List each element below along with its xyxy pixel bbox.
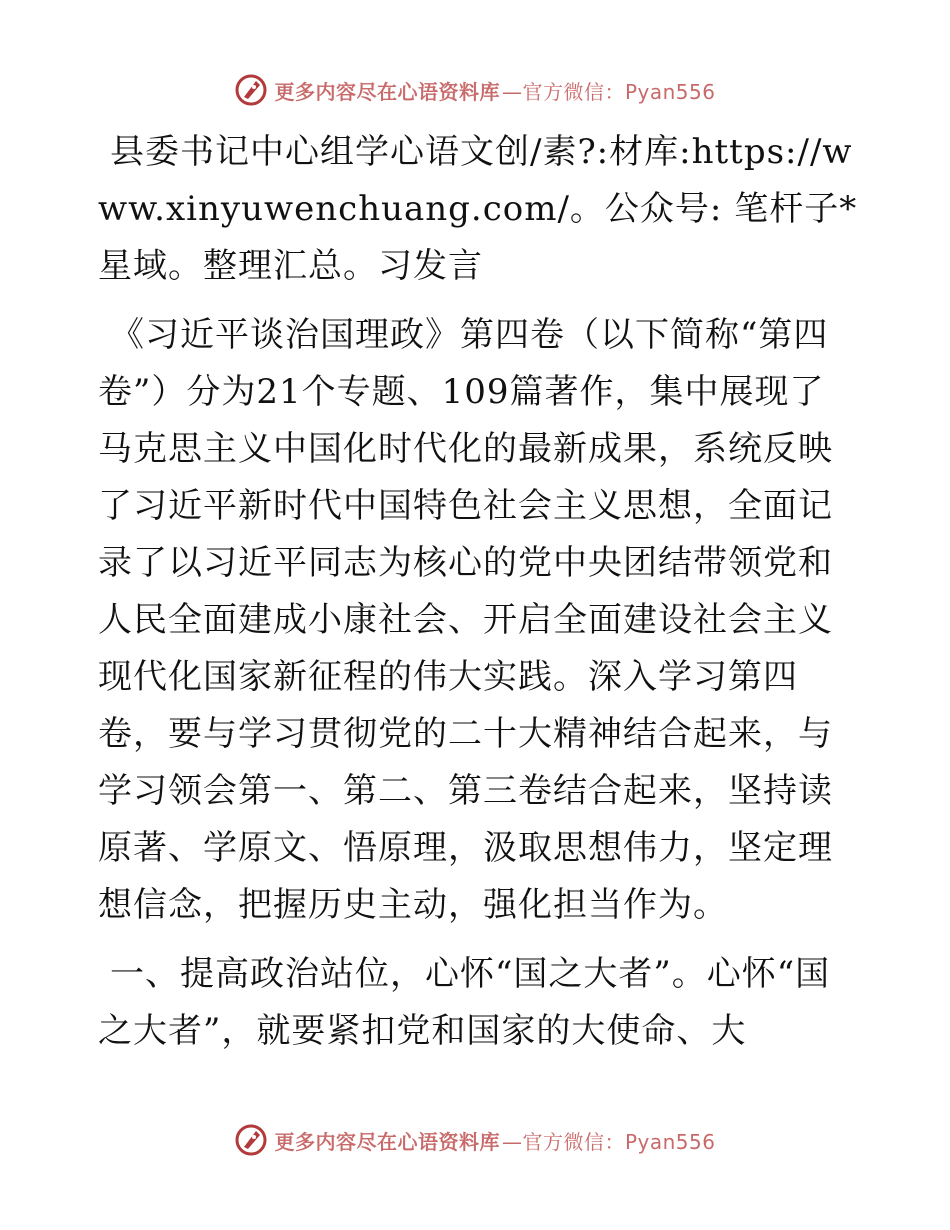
footer-brand-text: 更多内容尽在心语资料库 (274, 1129, 500, 1154)
intro-text: 《习近平谈治国理政》第四卷（以下简称“第四卷”）分为21个专题、109篇著作，集中展现了马克思主义中国化时代化的最新成果，系统反映了习近平新时代中国特色社会主义思想，全面记录了以习近平同志为核心的党中央团结带领党和人民全面建成小康社会、开启全面建设社会主义现代化国家新征程的伟大实践。深入学习第四卷，要与学习贯彻党的二十大精神结合起来，与学习领会第一、第二、第三卷结合起来，坚持读原著、学原文、悟原理，汲取思想伟力，坚定理想信念，把握历史主动，强化担当作为。 (98, 315, 833, 925)
source-text: 县委书记中心组学心语文创/素?:材库:https://www.xinyuwenchuang.com/。公众号: 笔杆子*星域。整理汇总。习发言 (98, 132, 858, 286)
pen-nib-logo-icon (234, 73, 268, 107)
intro-paragraph (98, 307, 858, 934)
section-one-text: 一、提高政治站位，心怀“国之大者”。心怀“国之大者”，就要紧扣党和国家的大使命、大 (98, 954, 831, 1051)
document-body (98, 124, 858, 1072)
source-paragraph (98, 124, 858, 295)
section-one-paragraph (98, 946, 858, 1060)
footer-watermark-banner (0, 1118, 950, 1162)
banner-brand-text: 更多内容尽在心语资料库 (274, 79, 500, 104)
banner-contact-text: —官方微信：Pyan556 (501, 79, 716, 104)
pen-nib-logo-icon (234, 1123, 268, 1157)
header-watermark-banner (0, 68, 950, 112)
footer-contact-text: —官方微信：Pyan556 (501, 1129, 716, 1154)
